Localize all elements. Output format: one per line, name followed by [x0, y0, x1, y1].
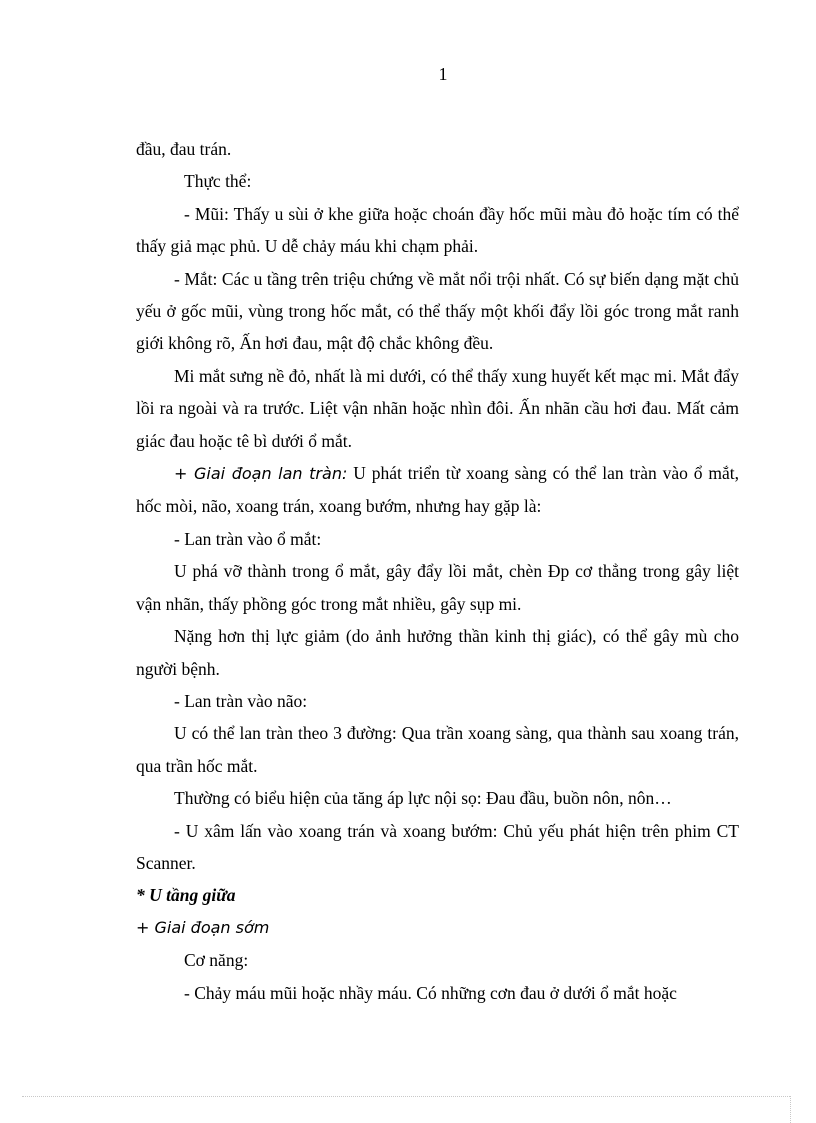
paragraph	[136, 457, 739, 523]
page-boundary-corner	[790, 1096, 791, 1123]
subsection-heading: + Giai đoạn sớm	[136, 917, 270, 937]
paragraph: - Mắt: Các u tầng trên triệu chứng về mắt nổi trội nhất. Có sự biến dạng mặt chủ yếu ở gốc mũi, vùng trong hốc mắt, có thể thấy một khối đẩy lồi góc trong mắt ranh giới không rõ, Ấn hơi đau, mật độ chắc không đều.	[136, 268, 739, 354]
paragraph: - Lan tràn vào ổ mắt:	[174, 528, 322, 549]
paragraph: U có thể lan tràn theo 3 đường: Qua trần xoang sàng, qua thành sau xoang trán, qua trần hốc mắt.	[136, 723, 739, 776]
paragraph: - Mũi: Thấy u sùi ở khe giữa hoặc choán đầy hốc mũi màu đỏ hoặc tím có thể thấy giả mạc phủ. U dễ chảy máu khi chạm phải.	[136, 203, 739, 257]
paragraph: - Chảy máu mũi hoặc nhầy máu. Có những cơn đau ở dưới ổ mắt hoặc	[184, 982, 677, 1003]
page-boundary-line	[22, 1096, 790, 1097]
page-number: 1	[438, 64, 448, 84]
section-label: + Giai đoạn lan tràn:	[174, 464, 348, 484]
paragraph: Thực thể:	[184, 171, 252, 192]
paragraph: - Lan tràn vào não:	[174, 690, 308, 711]
paragraph: Thường có biểu hiện của tăng áp lực nội sọ: Đau đầu, buồn nôn, nôn…	[174, 788, 672, 809]
paragraph: Nặng hơn thị lực giảm (do ảnh hưởng thần kinh thị giác), có thể gây mù cho người bệnh.	[136, 626, 739, 679]
paragraph: Cơ năng:	[184, 950, 249, 971]
section-heading: * U tầng giữa	[136, 885, 236, 906]
document-body	[136, 133, 739, 1009]
paragraph-text: U phát triển từ xoang sàng có thể lan tràn vào ổ mắt, hốc mòi, não, xoang trán, xoang bướm, nhưng hay gặp là:	[136, 463, 739, 517]
paragraph: - U xâm lấn vào xoang trán và xoang bướm: Chủ yếu phát hiện trên phim CT Scanner.	[136, 820, 739, 873]
paragraph: U phá vỡ thành trong ổ mắt, gây đẩy lồi mắt, chèn Ðp cơ thẳng trong gây liệt vận nhãn, thấy phồng góc trong mắt nhiều, gây sụp mi.	[136, 561, 739, 614]
paragraph: đầu, đau trán.	[136, 139, 232, 159]
paragraph: Mi mắt sưng nề đỏ, nhất là mi dưới, có thể thấy xung huyết kết mạc mi. Mắt đẩy lồi ra ngoài và ra trước. Liệt vận nhãn hoặc nhìn đôi. Ấn nhãn cầu hơi đau. Mất cảm giác đau hoặc tê bì dưới ổ mắt.	[136, 365, 739, 451]
